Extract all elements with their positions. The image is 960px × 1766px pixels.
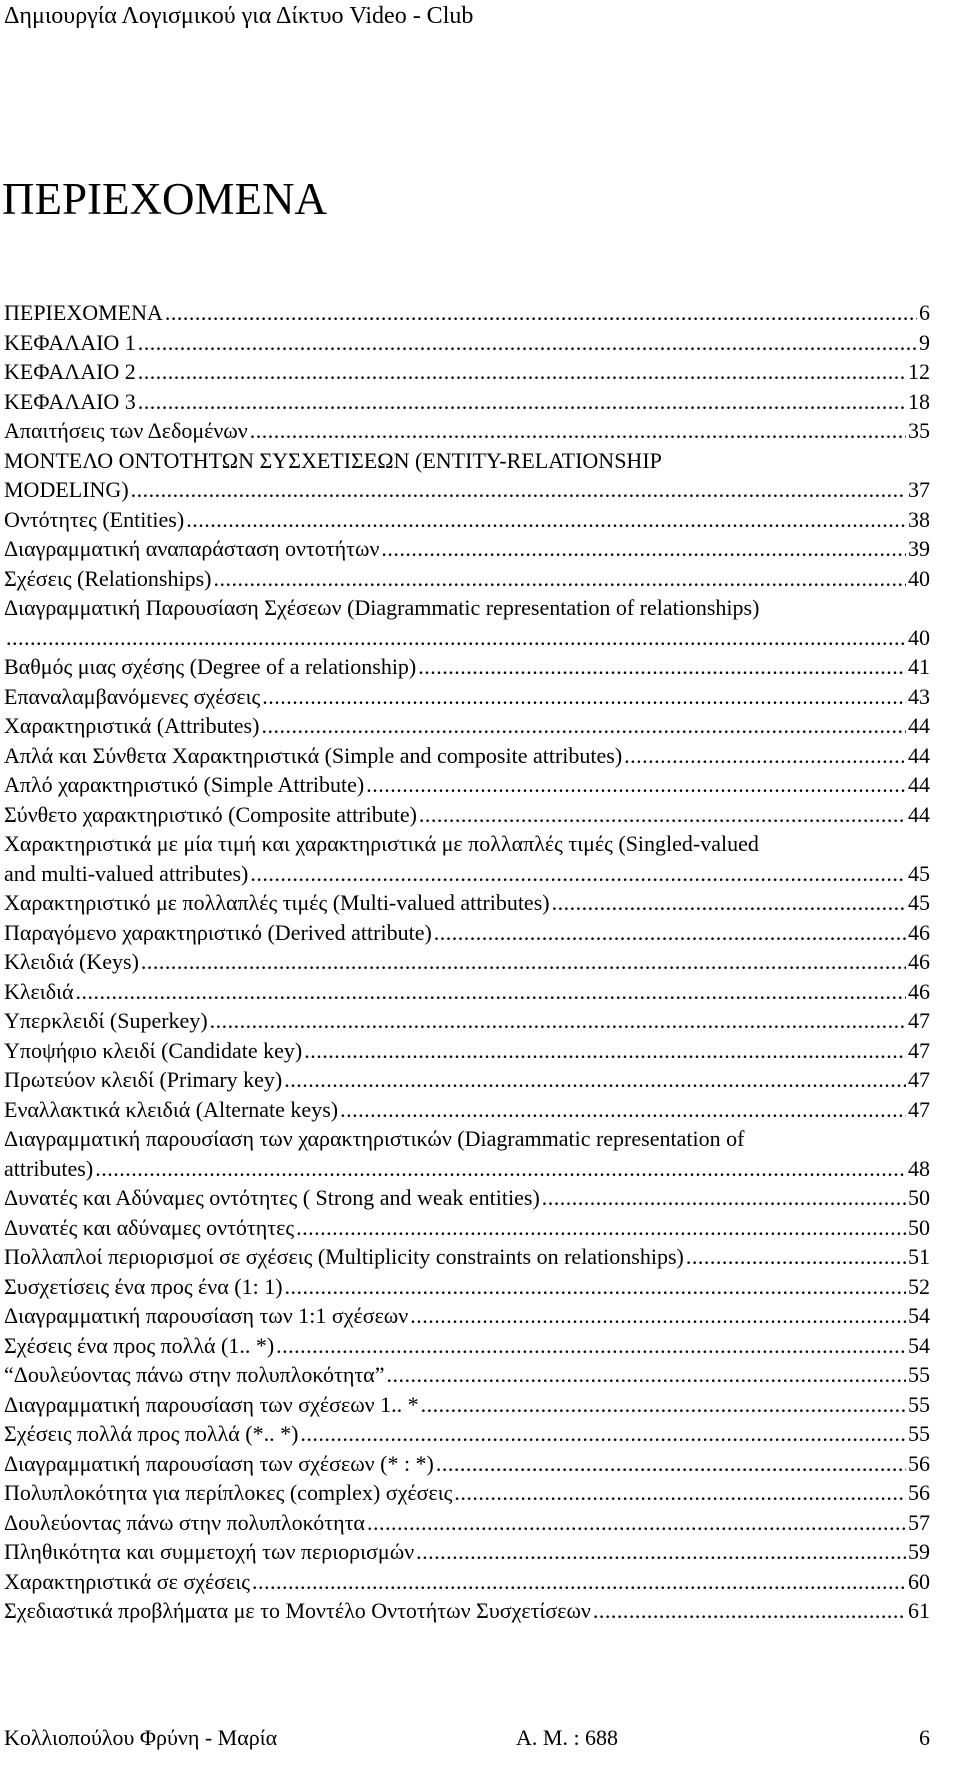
toc-entry[interactable] [4, 357, 930, 387]
toc-entry-page-number: 45 [908, 890, 930, 915]
toc-entry-page-number: 12 [908, 359, 930, 384]
toc-dot-leader [542, 1183, 906, 1213]
footer-page-number: 6 [919, 1725, 930, 1750]
toc-entry-label: Χαρακτηριστικό με πολλαπλές τιμές (Multi-valued attributes) [4, 890, 550, 915]
toc-entry-label: and multi-valued attributes) [4, 860, 249, 886]
toc-entry[interactable] [4, 623, 930, 653]
toc-entry[interactable] [4, 1331, 930, 1361]
toc-dot-leader [624, 741, 906, 771]
toc-dot-leader [138, 328, 917, 358]
toc-dot-leader [261, 711, 906, 741]
toc-entry[interactable] [4, 1065, 930, 1095]
toc-entry-label: Δυνατές και Αδύναμες οντότητες ( Strong and weak entities) [4, 1185, 540, 1210]
toc-entry-label: Χαρακτηριστικά σε σχέσεις [4, 1568, 250, 1594]
toc-dot-leader [418, 652, 906, 682]
toc-entry-line [4, 593, 930, 623]
toc-dot-leader [416, 1537, 906, 1567]
toc-entry-label: Συσχετίσεις ένα προς ένα (1: 1) [4, 1273, 283, 1299]
toc-entry-label: Πολλαπλοί περιορισμοί σε σχέσεις (Multiplicity constraints on relationships) [4, 1244, 684, 1269]
toc-dot-leader [410, 1301, 906, 1331]
toc-entry-page-number: 61 [908, 1598, 930, 1623]
toc-entry-label: Κλειδιά [4, 978, 74, 1004]
toc-dot-leader [340, 1095, 906, 1125]
toc-entry-page-number: 47 [908, 1037, 930, 1063]
toc-entry[interactable] [4, 1183, 930, 1213]
toc-entry-page-number: 39 [908, 536, 930, 561]
toc-dot-leader [95, 1154, 906, 1184]
toc-dot-leader [367, 1508, 906, 1538]
document-header-title: Δημιουργία Λογισμικού για Δίκτυο Video - Club [4, 3, 474, 29]
toc-dot-leader [6, 623, 906, 653]
toc-dot-leader [262, 682, 906, 712]
toc-entry-page-number: 59 [908, 1539, 930, 1564]
toc-entry[interactable] [4, 1272, 930, 1302]
toc-entry-label: Πολυπλοκότητα για περίπλοκες (complex) σχέσεις [4, 1480, 453, 1505]
toc-entry[interactable] [4, 564, 930, 594]
toc-entry[interactable] [4, 1360, 930, 1390]
toc-entry-page-number: 52 [908, 1273, 930, 1299]
toc-entry-page-number: 50 [908, 1214, 930, 1240]
toc-entry[interactable] [4, 1449, 930, 1479]
toc-entry-label: Σχέσεις ένα προς πολλά (1.. *) [4, 1332, 275, 1358]
toc-entry[interactable] [4, 1301, 930, 1331]
toc-entry-label: ΚΕΦΑΛΑΙΟ 1 [4, 329, 136, 355]
toc-entry[interactable] [4, 1006, 930, 1036]
toc-dot-leader [300, 1419, 906, 1449]
toc-dot-leader [138, 357, 906, 387]
toc-entry-page-number: 48 [908, 1155, 930, 1181]
toc-dot-leader [250, 416, 906, 446]
toc-entry[interactable] [4, 1154, 930, 1184]
toc-dot-leader [421, 1390, 906, 1420]
toc-entry[interactable] [4, 741, 930, 771]
toc-entry-page-number: 40 [908, 624, 930, 650]
toc-entry-label: Βαθμός μιας σχέσης (Degree of a relationship) [4, 654, 417, 679]
toc-entry-label: attributes) [4, 1155, 94, 1181]
toc-entry[interactable] [4, 1478, 930, 1508]
toc-entry-page-number: 43 [908, 683, 930, 709]
footer-author: Κολλιοπούλου Φρύνη - Μαρία [4, 1725, 278, 1750]
toc-dot-leader [131, 475, 906, 505]
toc-entry[interactable] [4, 1419, 930, 1449]
toc-dot-leader [76, 977, 906, 1007]
toc-entry[interactable] [4, 328, 930, 358]
toc-dot-leader [386, 1360, 906, 1390]
toc-entry-page-number: 35 [908, 418, 930, 443]
toc-entry-page-number: 41 [908, 654, 930, 679]
toc-entry[interactable] [4, 711, 930, 741]
toc-entry-label: Κλειδιά (Keys) [4, 949, 139, 974]
toc-entry-page-number: 44 [908, 772, 930, 797]
toc-entry-page-number: 46 [908, 978, 930, 1004]
toc-dot-leader [285, 1272, 906, 1302]
toc-entry-page-number: 56 [908, 1480, 930, 1505]
toc-entry-label: ΠΕΡΙΕΧΟΜΕΝΑ [4, 300, 163, 325]
toc-entry-page-number: 37 [908, 477, 930, 502]
toc-entry-page-number: 47 [908, 1096, 930, 1122]
toc-entry-page-number: 44 [908, 801, 930, 827]
toc-entry[interactable] [4, 977, 930, 1007]
toc-dot-leader [210, 1006, 906, 1036]
toc-entry-label: Πρωτεύον κλειδί (Primary key) [4, 1067, 283, 1092]
toc-entry-label: Σύνθετο χαρακτηριστικό (Composite attribute) [4, 801, 417, 827]
toc-entry-label: Διαγραμματική παρουσίαση των χαρακτηριστικών (Diagrammatic representation of [4, 1126, 745, 1151]
toc-entry-label: Διαγραμματική παρουσίαση των 1:1 σχέσεων [4, 1303, 409, 1328]
toc-dot-leader [296, 1213, 906, 1243]
toc-entry[interactable] [4, 1213, 930, 1243]
toc-entry-label: Δυνατές και αδύναμες οντότητες [4, 1214, 295, 1240]
toc-entry[interactable] [4, 1095, 930, 1125]
toc-entry-label: Διαγραμματική Παρουσίαση Σχέσεων (Diagrammatic representation of relationships) [4, 595, 760, 620]
toc-entry-line [4, 829, 930, 859]
toc-entry-label: Διαγραμματική αναπαράσταση οντοτήτων [4, 536, 380, 561]
toc-dot-leader [434, 918, 906, 948]
toc-entry-page-number: 57 [908, 1509, 930, 1535]
table-of-contents [4, 298, 930, 1626]
toc-entry-page-number: 47 [908, 1067, 930, 1092]
toc-entry-label: Υπερκλειδί (Superkey) [4, 1008, 208, 1033]
toc-entry[interactable] [4, 1242, 930, 1272]
toc-entry[interactable] [4, 475, 930, 505]
toc-dot-leader [165, 298, 917, 328]
toc-entry-page-number: 18 [908, 388, 930, 414]
toc-dot-leader [250, 859, 906, 889]
toc-entry-label: Υποψήφιο κλειδί (Candidate key) [4, 1037, 303, 1063]
toc-entry-label: Εναλλακτικά κλειδιά (Alternate keys) [4, 1096, 339, 1122]
toc-entry[interactable] [4, 652, 930, 682]
toc-entry-page-number: 51 [908, 1244, 930, 1269]
toc-entry[interactable] [4, 387, 930, 417]
page-title: ΠΕΡΙΕΧΟΜΕΝΑ [2, 174, 327, 224]
toc-dot-leader [252, 1567, 906, 1597]
toc-entry-line [4, 446, 930, 476]
toc-entry-page-number: 38 [908, 506, 930, 532]
toc-dot-leader [419, 800, 906, 830]
toc-entry-label: Χαρακτηριστικά (Attributes) [4, 713, 260, 738]
toc-entry[interactable] [4, 682, 930, 712]
toc-entry-page-number: 45 [908, 860, 930, 886]
toc-entry-label: Χαρακτηριστικά με μία τιμή και χαρακτηριστικά με πολλαπλές τιμές (Singled-valued [4, 831, 759, 856]
toc-entry-label: Οντότητες (Entities) [4, 506, 185, 532]
toc-entry-label: Δουλεύοντας πάνω στην πολυπλοκότητα [4, 1509, 365, 1535]
toc-entry-page-number: 40 [908, 565, 930, 591]
toc-entry-label: ΚΕΦΑΛΑΙΟ 3 [4, 388, 136, 414]
toc-entry-page-number: 55 [908, 1391, 930, 1417]
toc-entry-label: “Δουλεύοντας πάνω στην πολυπλοκότητα” [4, 1362, 385, 1387]
toc-entry-label: Απλό χαρακτηριστικό (Simple Attribute) [4, 772, 365, 797]
toc-entry[interactable] [4, 1036, 930, 1066]
toc-dot-leader [436, 1449, 906, 1479]
toc-dot-leader [186, 505, 906, 535]
toc-dot-leader [366, 770, 906, 800]
toc-entry[interactable] [4, 298, 930, 328]
toc-entry[interactable] [4, 1567, 930, 1597]
toc-entry-label: Επαναλαμβανόμενες σχέσεις [4, 683, 261, 709]
toc-entry[interactable] [4, 770, 930, 800]
toc-dot-leader [593, 1596, 906, 1626]
toc-entry-label: Διαγραμματική παρουσίαση των σχέσεων 1.. * [4, 1391, 419, 1417]
toc-dot-leader [381, 534, 906, 564]
toc-dot-leader [552, 888, 906, 918]
toc-entry-page-number: 44 [908, 713, 930, 738]
toc-entry-label: ΜΟΝΤΕΛΟ ΟΝΤΟΤΗΤΩΝ ΣΥΣΧΕΤΙΣΕΩΝ (ENTITY-RELATIONSHIP [4, 447, 662, 473]
toc-dot-leader [686, 1242, 906, 1272]
toc-entry-label: Απλά και Σύνθετα Χαρακτηριστικά (Simple and composite attributes) [4, 742, 623, 768]
toc-entry[interactable] [4, 534, 930, 564]
toc-dot-leader [304, 1036, 906, 1066]
toc-dot-leader [213, 564, 906, 594]
toc-entry[interactable] [4, 859, 930, 889]
toc-entry-page-number: 54 [908, 1303, 930, 1328]
toc-dot-leader [454, 1478, 906, 1508]
toc-entry-label: MODELING) [4, 477, 129, 502]
toc-entry-line [4, 1124, 930, 1154]
toc-entry[interactable] [4, 416, 930, 446]
toc-entry-label: Σχέσεις πολλά προς πολλά (*.. *) [4, 1421, 299, 1446]
toc-entry[interactable] [4, 947, 930, 977]
toc-entry-label: Διαγραμματική παρουσίαση των σχέσεων (* : *) [4, 1450, 434, 1476]
toc-entry-page-number: 55 [908, 1362, 930, 1387]
toc-entry-label: Παραγόμενο χαρακτηριστικό (Derived attribute) [4, 919, 432, 945]
toc-entry-page-number: 46 [908, 919, 930, 945]
toc-entry-label: Σχέσεις (Relationships) [4, 565, 212, 591]
toc-entry-label: Σχεδιαστικά προβλήματα με το Μοντέλο Οντοτήτων Συσχετίσεων [4, 1598, 591, 1623]
toc-entry-label: Απαιτήσεις των Δεδομένων [4, 418, 248, 443]
toc-entry-label: Πληθικότητα και συμμετοχή των περιορισμών [4, 1539, 415, 1564]
toc-entry-page-number: 9 [919, 329, 930, 355]
toc-entry[interactable] [4, 888, 930, 918]
toc-entry-label: ΚΕΦΑΛΑΙΟ 2 [4, 359, 136, 384]
toc-entry-page-number: 6 [919, 300, 930, 325]
toc-entry[interactable] [4, 1537, 930, 1567]
toc-entry-page-number: 47 [908, 1008, 930, 1033]
toc-entry[interactable] [4, 800, 930, 830]
toc-entry[interactable] [4, 1596, 930, 1626]
toc-entry[interactable] [4, 1508, 930, 1538]
toc-entry-page-number: 60 [908, 1568, 930, 1594]
toc-dot-leader [284, 1065, 906, 1095]
toc-dot-leader [276, 1331, 906, 1361]
toc-dot-leader [141, 947, 906, 977]
toc-entry[interactable] [4, 1390, 930, 1420]
toc-entry[interactable] [4, 918, 930, 948]
toc-entry-page-number: 46 [908, 949, 930, 974]
toc-entry-page-number: 44 [908, 742, 930, 768]
toc-entry-page-number: 54 [908, 1332, 930, 1358]
toc-dot-leader [138, 387, 906, 417]
toc-entry-page-number: 55 [908, 1421, 930, 1446]
toc-entry-page-number: 56 [908, 1450, 930, 1476]
footer-student-id: Α. Μ. : 688 [516, 1725, 619, 1750]
toc-entry-page-number: 50 [908, 1185, 930, 1210]
toc-entry[interactable] [4, 505, 930, 535]
